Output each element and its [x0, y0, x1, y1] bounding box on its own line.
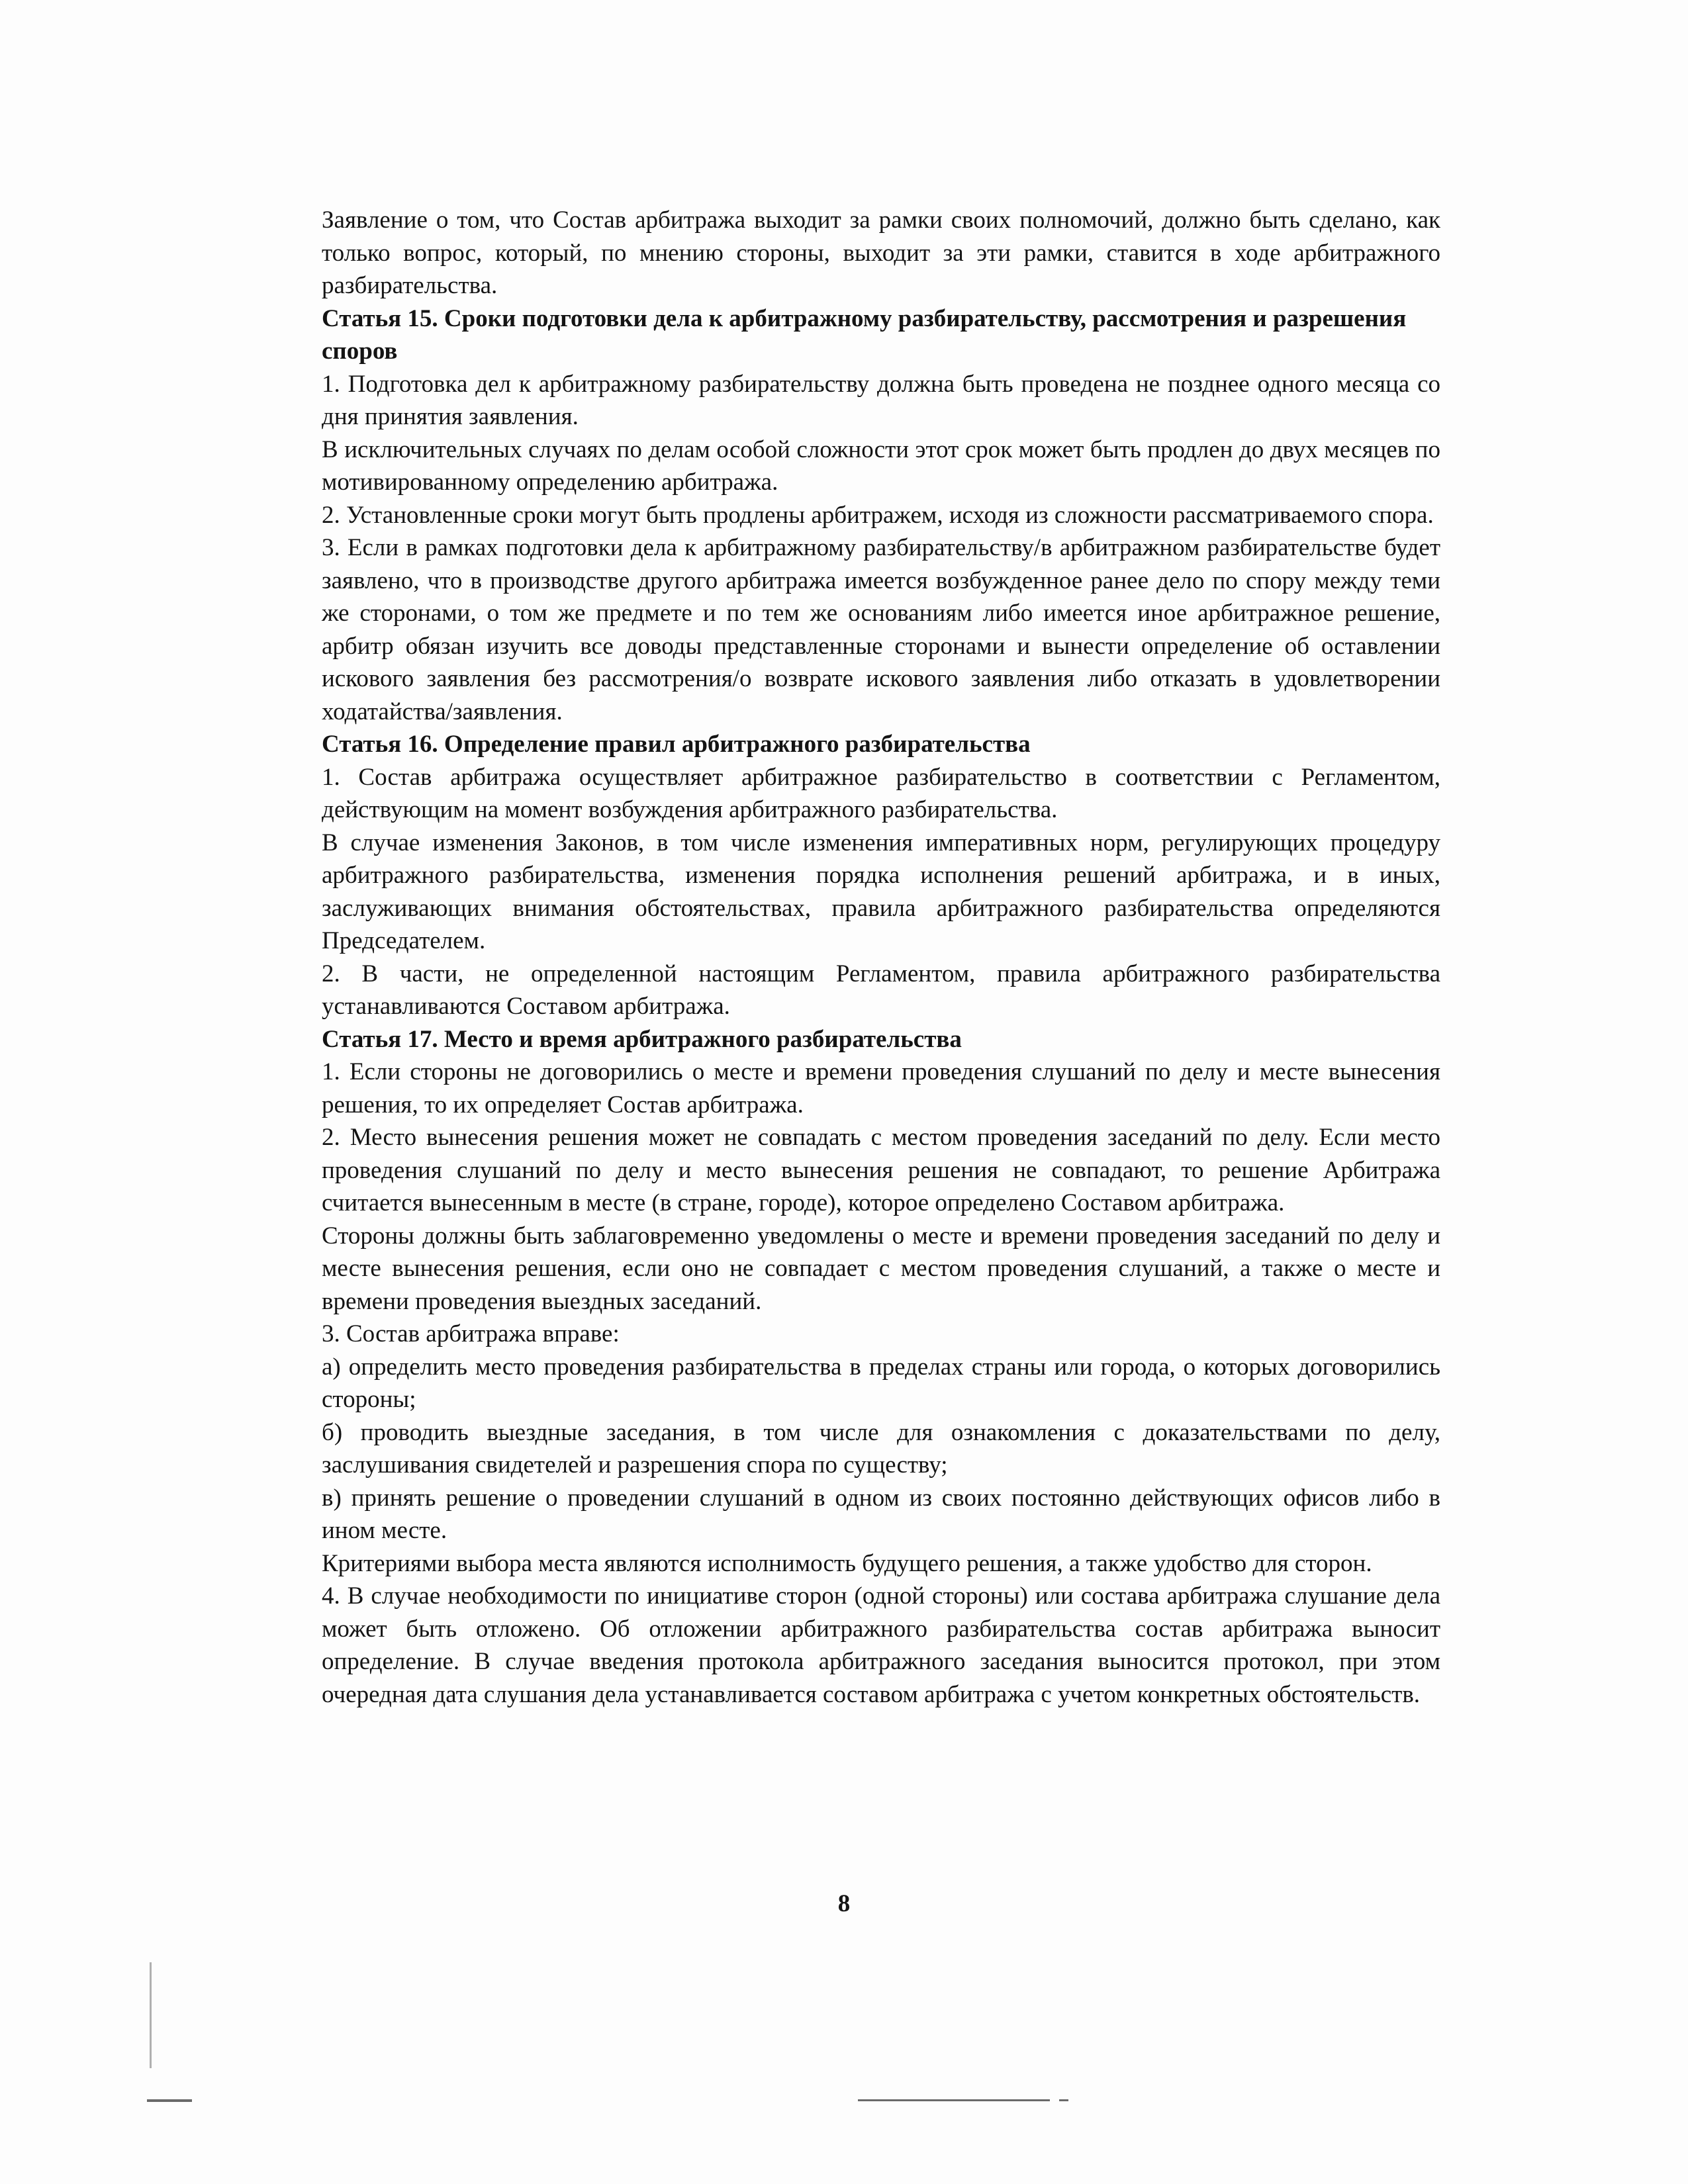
paragraph: а) определить место проведения разбирательства в пределах страны или города, о которых договорились стороны;	[322, 1353, 1440, 1413]
paragraph: 3. Состав арбитража вправе:	[322, 1320, 620, 1347]
paragraph: 2. В части, не определенной настоящим Регламентом, правила арбитражного разбирательства устанавливаются Составом арбитража.	[322, 960, 1440, 1020]
paragraph: 4. В случае необходимости по инициативе сторон (одной стороны) или состава арбитража слушание дела может быть отложено. Об отложении арбитражного разбирательства состав арбитража выносит определение. В случае введения протокола арбитражного заседания выносится протокол, при этом очередная дата слушания дела устанавливается составом арбитража с учетом конкретных обстоятельств.	[322, 1582, 1440, 1708]
article-17-heading: Статья 17. Место и время арбитражного разбирательства	[322, 1025, 962, 1053]
paragraph: 2. Установленные сроки могут быть продлены арбитражем, исходя из сложности рассматриваемого спора.	[322, 501, 1434, 529]
paragraph: 1. Подготовка дел к арбитражному разбирательству должна быть проведена не позднее одного месяца со дня принятия заявления.	[322, 370, 1440, 430]
scan-bottom-center-mark-small	[1059, 2099, 1068, 2101]
scan-bottom-center-mark	[858, 2099, 1050, 2101]
paragraph: 2. Место вынесения решения может не совпадать с местом проведения заседаний по делу. Если место проведения слушаний по делу и место вынесения решения не совпадают, то решение Арбитража считается вынесенным в месте (в стране, городе), которое определено Составом арбитража.	[322, 1124, 1440, 1216]
paragraph: 3. Если в рамках подготовки дела к арбитражному разбирательству/в арбитражном разбирательстве будет заявлено, что в производстве другого арбитража имеется возбужденное ранее дело по спору между теми же сторонами, о том же предмете и по тем же основаниям либо имеется иное арбитражное решение, арбитр обязан изучить все доводы представленные сторонами и вынести определение об оставлении искового заявления без рассмотрения/о возврате искового заявления либо отказать в удовлетворении ходатайства/заявления.	[322, 534, 1440, 725]
paragraph: в) принять решение о проведении слушаний в одном из своих постоянно действующих офисов либо в ином месте.	[322, 1484, 1440, 1544]
paragraph: В исключительных случаях по делам особой сложности этот срок может быть продлен до двух месяцев по мотивированному определению арбитража.	[322, 435, 1440, 496]
page-number: 8	[837, 1890, 851, 1917]
scan-margin-line	[150, 1962, 152, 2068]
document-body	[322, 204, 1440, 1711]
article-16-heading: Статья 16. Определение правил арбитражного разбирательства	[322, 731, 1031, 758]
article-15-heading: Статья 15. Сроки подготовки дела к арбитражному разбирательству, рассмотрения и разрешения споров	[322, 304, 1407, 365]
paragraph: Заявление о том, что Состав арбитража выходит за рамки своих полномочий, должно быть сделано, как только вопрос, который, по мнению стороны, выходит за эти рамки, ставится в ходе арбитражного разбирательства.	[322, 206, 1440, 299]
paragraph: 1. Если стороны не договорились о месте и времени проведения слушаний по делу и месте вынесения решения, то их определяет Состав арбитража.	[322, 1058, 1440, 1118]
paragraph: В случае изменения Законов, в том числе изменения императивных норм, регулирующих процедуру арбитражного разбирательства, изменения порядка исполнения решений арбитража, и в иных, заслуживающих внимания обстоятельствах, правила арбитражного разбирательства определяются Председателем.	[322, 829, 1440, 954]
paragraph: 1. Состав арбитража осуществляет арбитражное разбирательство в соответствии с Регламентом, действующим на момент возбуждения арбитражного разбирательства.	[322, 763, 1440, 823]
paragraph: Критериями выбора места являются исполнимость будущего решения, а также удобство для сторон.	[322, 1549, 1372, 1577]
paragraph: Стороны должны быть заблаговременно уведомлены о месте и времени проведения заседаний по делу и месте вынесения решения, если оно не совпадает с местом проведения слушаний, а также о месте и времени проведения выездных заседаний.	[322, 1222, 1440, 1315]
scan-bottom-left-mark	[147, 2099, 192, 2102]
paragraph: б) проводить выездные заседания, в том числе для ознакомления с доказательствами по делу, заслушивания свидетелей и разрешения спора по существу;	[322, 1418, 1440, 1479]
